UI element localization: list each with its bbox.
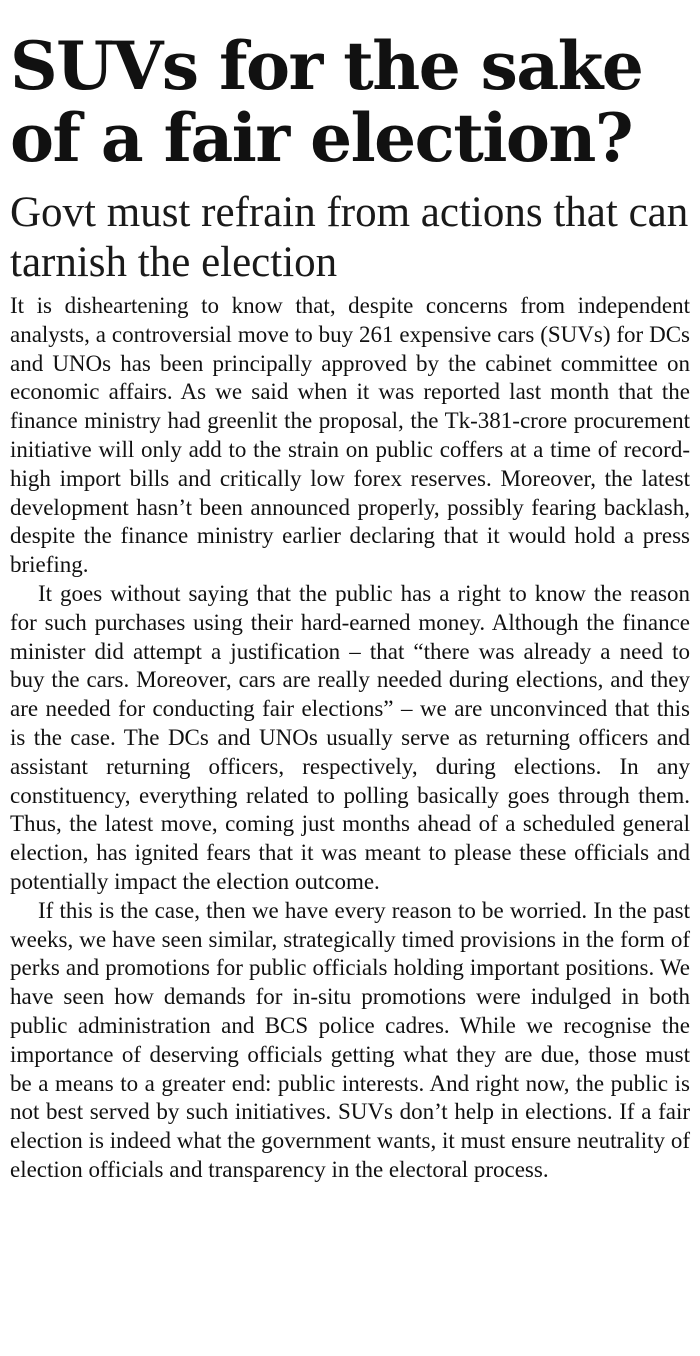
headline: SUVs for the sake of a fair election? <box>10 27 643 177</box>
subheadline: Govt must refrain from actions that can tarnish the election <box>10 189 689 286</box>
article-body <box>10 292 690 1185</box>
paragraph-2: It goes without saying that the public has a right to know the reason for such purchases using their hard-earned money. Although the finance minister did attempt a justification – that “there was already a need to buy the cars. Moreover, cars are really needed during elections, and they are needed for conducting fair elections” – we are unconvinced that this is the case. The DCs and UNOs usually serve as returning officers and assistant returning officers, respectively, during elections. In any constituency, everything related to polling basically goes through them. Thus, the latest move, coming just months ahead of a scheduled general election, has ignited fears that it was meant to please these officials and potentially impact the election outcome. <box>10 580 690 894</box>
paragraph-3: If this is the case, then we have every reason to be worried. In the past weeks, we have seen similar, strategically timed provisions in the form of perks and promotions for public officials holding important positions. We have seen how demands for in-situ promotions were indulged in both public administration and BCS police cadres. While we recognise the importance of deserving officials getting what they are due, those must be a means to a greater end: public interests. And right now, the public is not best served by such initiatives. SUVs don’t help in elections. If a fair election is indeed what the government wants, it must ensure neutrality of election officials and transparency in the electoral process. <box>10 897 690 1182</box>
editorial-article <box>10 0 690 1185</box>
paragraph-1: It is disheartening to know that, despite concerns from independent analysts, a controversial move to buy 261 expensive cars (SUVs) for DCs and UNOs has been principally approved by the cabinet committee on economic affairs. As we said when it was reported last month that the finance ministry had greenlit the proposal, the Tk-381-crore procurement initiative will only add to the strain on public coffers at a time of record-high import bills and critically low forex reserves. Moreover, the latest development hasn’t been announced properly, possibly fearing backlash, despite the finance ministry earlier declaring that it would hold a press briefing. <box>10 293 690 578</box>
